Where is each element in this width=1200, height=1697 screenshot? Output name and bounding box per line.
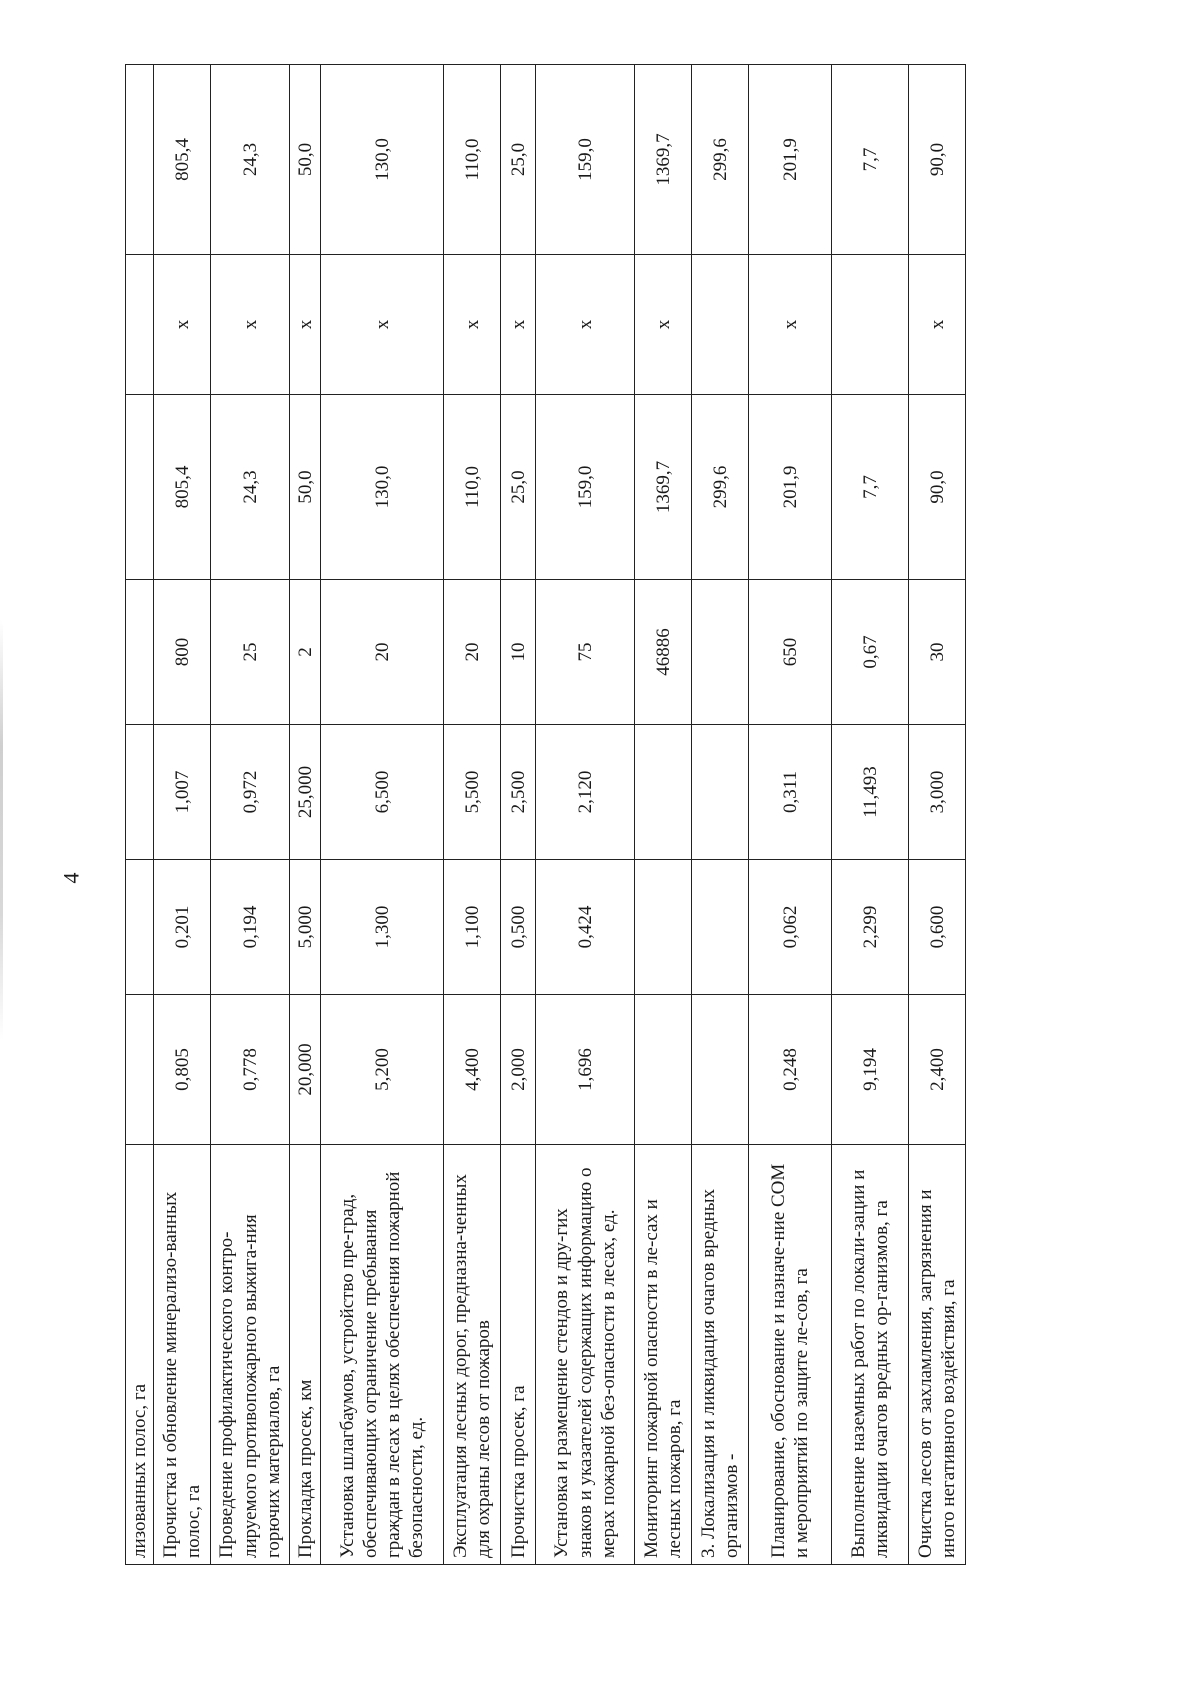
value-cell: 90,0 [909,65,966,255]
rotated-table-frame [125,65,960,1565]
table-body [126,65,966,1565]
value-cell: 10 [501,580,536,725]
value-cell: 1,300 [321,860,444,995]
value-cell [692,860,749,995]
value-cell [126,860,154,995]
value-cell: 25,000 [290,725,321,860]
value-cell: 0,67 [832,580,909,725]
value-cell: 0,500 [501,860,536,995]
value-cell: 1,007 [154,725,211,860]
value-cell: 201,9 [749,395,832,580]
value-cell [692,995,749,1145]
value-cell: 2,500 [501,725,536,860]
value-cell: 805,4 [154,65,211,255]
value-cell: 0,600 [909,860,966,995]
table-row [154,65,211,1565]
table-row [832,65,909,1565]
activity-name: Планирование, обоснование и назначе-ние СОМ и мероприятий по защите ле-сов, га [749,1145,832,1565]
value-cell: 0,194 [211,860,290,995]
value-cell: 90,0 [909,395,966,580]
value-cell: 7,7 [832,65,909,255]
value-cell: 1,100 [444,860,501,995]
value-cell: 1369,7 [635,395,692,580]
activity-name: Эксплуатация лесных дорог, предназна-ченных для охраны лесов от пожаров [444,1145,501,1565]
table-row [211,65,290,1565]
value-cell: 0,248 [749,995,832,1145]
value-cell: 25,0 [501,395,536,580]
value-cell [692,725,749,860]
table-row [635,65,692,1565]
value-cell: 5,500 [444,725,501,860]
value-cell: 46886 [635,580,692,725]
value-cell: 20 [444,580,501,725]
value-cell: 25,0 [501,65,536,255]
value-cell: 3,000 [909,725,966,860]
value-cell: 9,194 [832,995,909,1145]
activity-name: Проведение профилактического контро-лируемого противопожарного выжига-ния горючих материалов, га [211,1145,290,1565]
activity-name: Установка и размещение стендов и дру-гих знаков и указателей содержащих информацию о мерах пожарной без-опасности в лесах, ед. [536,1145,635,1565]
activity-name: Мониторинг пожарной опасности в ле-сах и лесных пожаров, га [635,1145,692,1565]
value-cell [126,580,154,725]
value-cell [832,255,909,395]
value-cell [126,395,154,580]
value-cell: 1369,7 [635,65,692,255]
value-cell: 75 [536,580,635,725]
value-cell: 159,0 [536,395,635,580]
value-cell: 2,299 [832,860,909,995]
value-cell: 5,000 [290,860,321,995]
value-cell: 50,0 [290,395,321,580]
value-cell: 0,778 [211,995,290,1145]
value-cell: 800 [154,580,211,725]
value-cell: 2,400 [909,995,966,1145]
value-cell: 2,120 [536,725,635,860]
value-cell: х [536,255,635,395]
value-cell [635,860,692,995]
activity-name: Очистка лесов от захламления, загрязнения и иного негативного воздействия, га [909,1145,966,1565]
value-cell: х [290,255,321,395]
scan-edge-artifact [0,620,3,1040]
value-cell [126,995,154,1145]
value-cell: 0,201 [154,860,211,995]
value-cell: 0,311 [749,725,832,860]
value-cell [635,995,692,1145]
value-cell: 110,0 [444,65,501,255]
value-cell: х [444,255,501,395]
table-row [321,65,444,1565]
value-cell: 805,4 [154,395,211,580]
value-cell: 299,6 [692,395,749,580]
page-number: 4 [58,872,84,884]
value-cell: 1,696 [536,995,635,1145]
value-cell: 50,0 [290,65,321,255]
table-row [290,65,321,1565]
value-cell: 7,7 [832,395,909,580]
table-row [692,65,749,1565]
value-cell: 299,6 [692,65,749,255]
value-cell: 24,3 [211,65,290,255]
table-container [125,65,960,1565]
activity-name: Выполнение наземных работ по локали-зации и ликвидации очагов вредных ор-ганизмов, га [832,1145,909,1565]
value-cell: 201,9 [749,65,832,255]
table-row [126,65,154,1565]
value-cell: х [211,255,290,395]
table-row [444,65,501,1565]
value-cell: 5,200 [321,995,444,1145]
value-cell: 6,500 [321,725,444,860]
table-row [909,65,966,1565]
value-cell: х [909,255,966,395]
value-cell: 130,0 [321,395,444,580]
activity-name: лизованных полос, га [126,1145,154,1565]
table-row [501,65,536,1565]
value-cell: 0,805 [154,995,211,1145]
costs-table [125,64,966,1565]
value-cell [126,725,154,860]
value-cell: 0,972 [211,725,290,860]
value-cell [126,255,154,395]
value-cell: 30 [909,580,966,725]
value-cell: 0,424 [536,860,635,995]
value-cell: 25 [211,580,290,725]
value-cell: х [154,255,211,395]
value-cell: х [321,255,444,395]
value-cell: 4,400 [444,995,501,1145]
activity-name: Прочистка и обновление минерализо-ванных полос, га [154,1145,211,1565]
value-cell [635,725,692,860]
value-cell: 2,000 [501,995,536,1145]
table-row [536,65,635,1565]
value-cell: 110,0 [444,395,501,580]
table-row [749,65,832,1565]
value-cell: 0,062 [749,860,832,995]
value-cell: х [501,255,536,395]
value-cell: 24,3 [211,395,290,580]
activity-name: Прокладка просек, км [290,1145,321,1565]
activity-name: Установка шлагбаумов, устройство пре-град, обеспечивающих ограничение пребывания граждан в лесах в целях обеспечения пожарной безопасности, ед. [321,1145,444,1565]
value-cell: 159,0 [536,65,635,255]
value-cell: 2 [290,580,321,725]
value-cell: 20 [321,580,444,725]
value-cell [692,580,749,725]
activity-name: Прочистка просек, га [501,1145,536,1565]
value-cell: 11,493 [832,725,909,860]
value-cell: х [749,255,832,395]
value-cell: 650 [749,580,832,725]
value-cell: 20,000 [290,995,321,1145]
value-cell: х [635,255,692,395]
value-cell [692,255,749,395]
value-cell: 130,0 [321,65,444,255]
value-cell [126,65,154,255]
activity-name: 3. Локализация и ликвидация очагов вредных организмов - [692,1145,749,1565]
